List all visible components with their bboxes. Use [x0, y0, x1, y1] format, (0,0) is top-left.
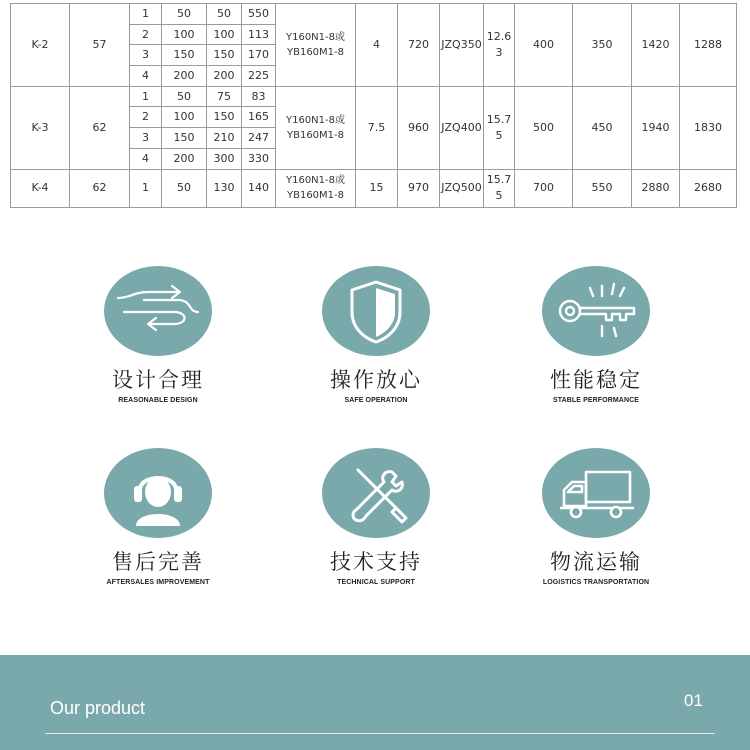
model-cell: K-2 [11, 4, 70, 87]
table-cell: 165 [242, 107, 276, 128]
table-cell: 225 [242, 66, 276, 87]
table-cell: 1 [130, 4, 162, 25]
table-cell: 150 [207, 107, 242, 128]
feature-circle [322, 266, 430, 356]
ratio-cell: 12.63 [484, 4, 515, 87]
motor-line: YB160M1-8 [286, 46, 345, 58]
table-cell: 450 [573, 86, 632, 169]
feature-safe-operation [266, 266, 486, 405]
ratio-cell: 15.75 [484, 169, 515, 207]
table-cell: 350 [573, 4, 632, 87]
table-cell: 15 [356, 169, 398, 207]
table-cell: 200 [162, 148, 207, 169]
motor-cell [276, 86, 356, 169]
table-cell: 3 [130, 128, 162, 149]
table-row [11, 86, 737, 107]
table-cell: 300 [207, 148, 242, 169]
feature-subtitle: LOGISTICS TRANSPORTATION [542, 579, 650, 586]
feature-title: 设计合理 [112, 368, 204, 392]
feature-title: 售后完善 [112, 550, 204, 574]
table-cell: 1830 [680, 86, 737, 169]
divider [45, 733, 715, 734]
table-cell: 247 [242, 128, 276, 149]
table-cell: 130 [207, 169, 242, 207]
reducer-cell: JZQ500 [440, 169, 484, 207]
table-cell: 2 [130, 24, 162, 45]
feature-circle [542, 448, 650, 538]
feature-circle [104, 266, 212, 356]
table-cell: 3 [130, 45, 162, 66]
table-cell: 960 [398, 86, 440, 169]
table-cell: 150 [162, 128, 207, 149]
product-banner [0, 655, 750, 750]
table-cell: 720 [398, 4, 440, 87]
table-cell: 50 [162, 86, 207, 107]
wave-arrows-icon [104, 266, 212, 356]
table-cell: 170 [242, 45, 276, 66]
feature-subtitle: TECHNICAL SUPPORT [337, 579, 415, 586]
model-cell: K-4 [11, 169, 70, 207]
table-cell: 970 [398, 169, 440, 207]
truck-icon [542, 448, 650, 538]
feature-circle [542, 266, 650, 356]
table-cell: 50 [162, 4, 207, 25]
table-cell: 4 [130, 148, 162, 169]
table-row [11, 4, 737, 25]
reducer-cell: JZQ400 [440, 86, 484, 169]
table-cell: 550 [573, 169, 632, 207]
reducer-cell: JZQ350 [440, 4, 484, 87]
table-cell: 57 [70, 4, 130, 87]
table-cell: 2680 [680, 169, 737, 207]
table-cell: 150 [207, 45, 242, 66]
feature-technical-support [266, 448, 486, 587]
feature-title: 操作放心 [330, 368, 422, 392]
feature-subtitle: AFTERSALES IMPROVEMENT [106, 579, 210, 586]
table-cell: 200 [162, 66, 207, 87]
table-cell: 1420 [632, 4, 680, 87]
feature-title: 物流运输 [550, 550, 642, 574]
feature-subtitle: SAFE OPERATION [344, 397, 408, 404]
feature-aftersales [48, 448, 268, 587]
feature-subtitle: STABLE PERFORMANCE [552, 397, 640, 404]
table-cell: 140 [242, 169, 276, 207]
table-cell: 100 [162, 107, 207, 128]
table-cell: 400 [515, 4, 573, 87]
feature-grid [0, 260, 750, 620]
headset-icon [104, 448, 212, 538]
table-cell: 2880 [632, 169, 680, 207]
table-cell: 7.5 [356, 86, 398, 169]
table-cell: 200 [207, 66, 242, 87]
table-row [11, 169, 737, 207]
feature-stable-performance [486, 266, 706, 405]
table-cell: 1940 [632, 86, 680, 169]
spec-table [10, 3, 737, 208]
section-number: 01 [684, 691, 703, 710]
feature-title: 性能稳定 [550, 368, 642, 392]
table-cell: 210 [207, 128, 242, 149]
table-cell: 330 [242, 148, 276, 169]
table-cell: 500 [515, 86, 573, 169]
feature-circle [322, 448, 430, 538]
table-cell: 150 [162, 45, 207, 66]
motor-line: Y160N1-8或 [285, 175, 345, 186]
motor-line: Y160N1-8或 [285, 114, 345, 126]
feature-reasonable-design [48, 266, 268, 405]
table-cell: 75 [207, 86, 242, 107]
table-cell: 62 [70, 86, 130, 169]
table-cell: 4 [356, 4, 398, 87]
table-cell: 2 [130, 107, 162, 128]
table-cell: 113 [242, 24, 276, 45]
table-cell: 100 [162, 24, 207, 45]
shield-icon [322, 266, 430, 356]
key-icon [542, 266, 650, 356]
table-cell: 1 [130, 86, 162, 107]
table-cell: 550 [242, 4, 276, 25]
motor-line: Y160N1-8或 [285, 31, 345, 43]
feature-title: 技术支持 [330, 550, 422, 574]
model-cell: K-3 [11, 86, 70, 169]
table-cell: 700 [515, 169, 573, 207]
section-label: Our product [50, 698, 146, 718]
motor-line: YB160M1-8 [286, 129, 345, 141]
table-cell: 4 [130, 66, 162, 87]
table-cell: 62 [70, 169, 130, 207]
ratio-cell: 15.75 [484, 86, 515, 169]
feature-subtitle: REASONABLE DESIGN [118, 397, 198, 404]
motor-cell [276, 169, 356, 207]
motor-cell [276, 4, 356, 87]
tools-icon [322, 448, 430, 538]
table-cell: 1 [130, 169, 162, 207]
feature-logistics [486, 448, 706, 587]
table-cell: 83 [242, 86, 276, 107]
table-cell: 50 [162, 169, 207, 207]
feature-circle [104, 448, 212, 538]
table-cell: 50 [207, 4, 242, 25]
motor-line: YB160M1-8 [286, 190, 345, 201]
table-cell: 100 [207, 24, 242, 45]
table-cell: 1288 [680, 4, 737, 87]
